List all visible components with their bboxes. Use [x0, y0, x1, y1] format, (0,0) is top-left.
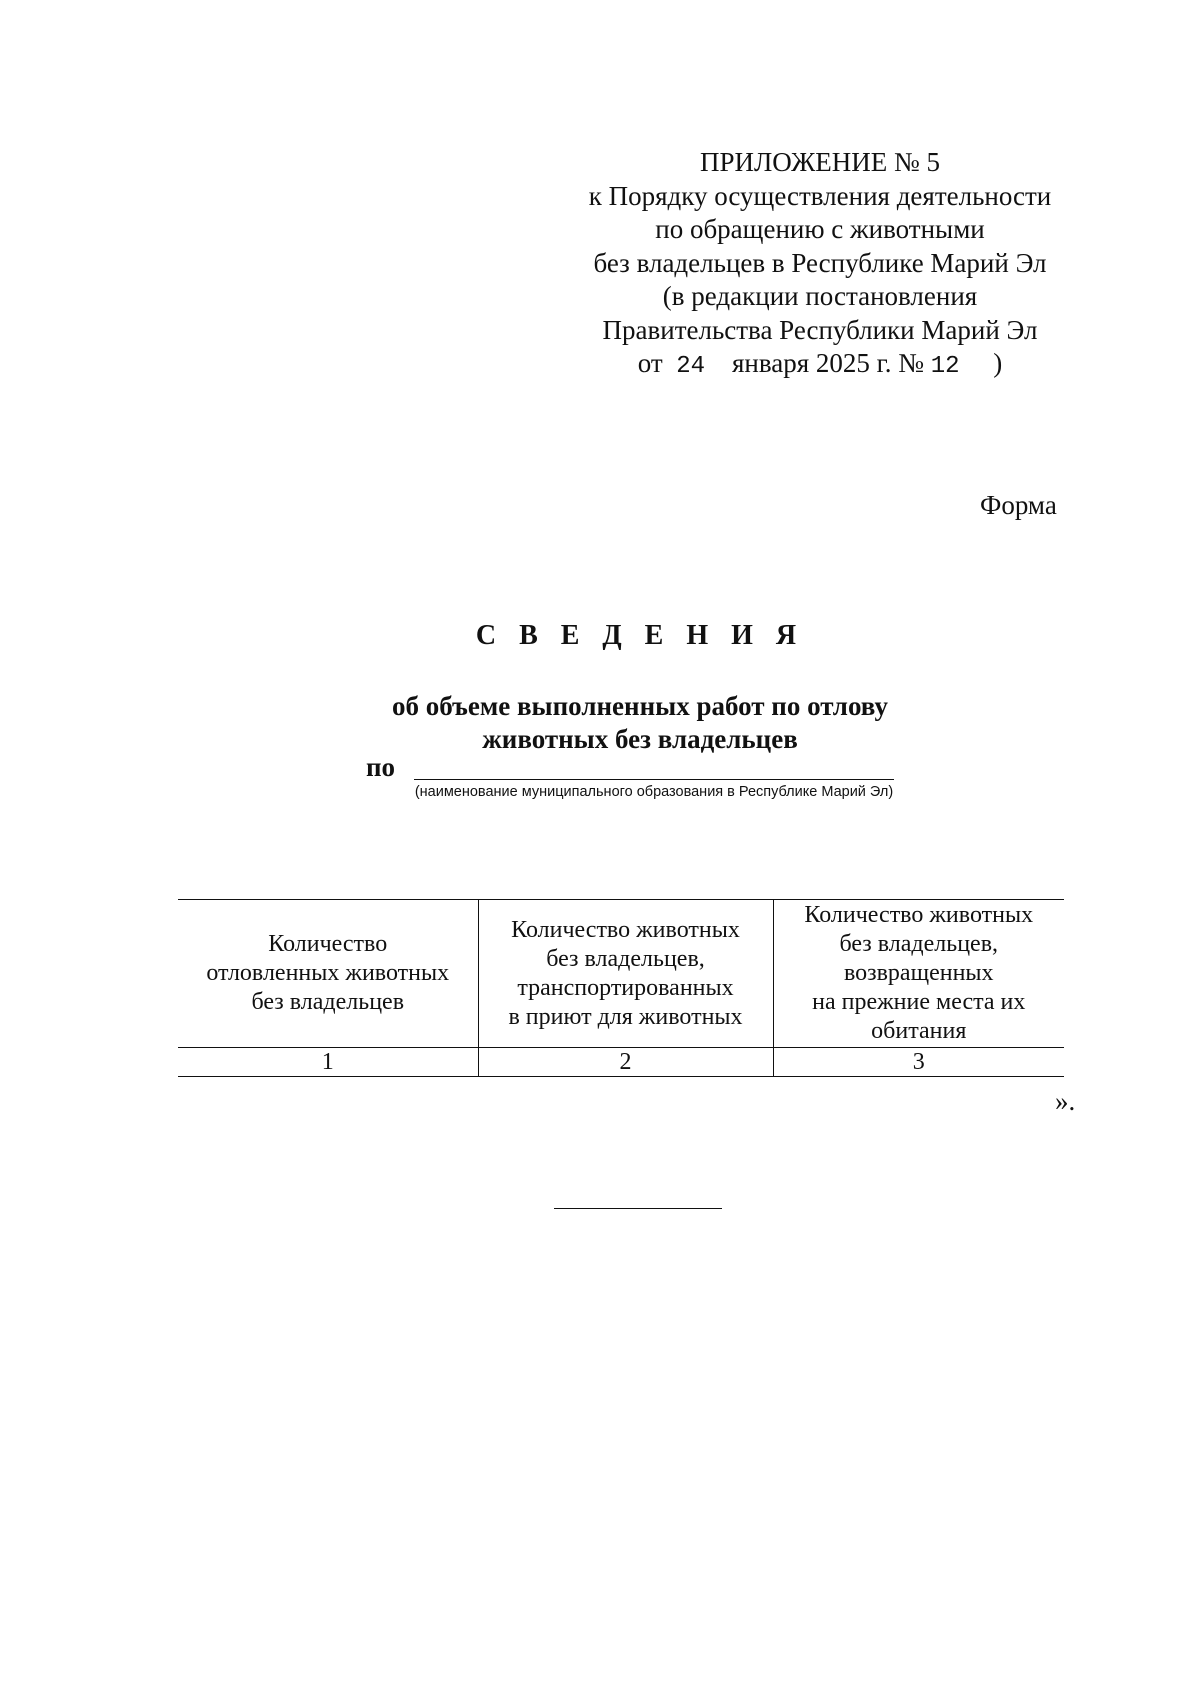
header-captured-animals: Количество отловленных животных без владельцев [178, 900, 478, 1048]
date-month-year: января 2025 г. № [732, 348, 924, 378]
subtitle-line: об объеме выполненных работ по отлову [392, 691, 888, 721]
closing-quote-mark: ». [1055, 1086, 1076, 1116]
appendix-line: без владельцев в Республике Марий Эл [593, 247, 1047, 278]
resolution-number: 12 [930, 353, 960, 380]
document-subtitle [290, 690, 990, 756]
column-number: 1 [178, 1048, 478, 1077]
header-returned-animals: Количество животных без владельцев, возвращенных на прежние места их обитания [773, 900, 1064, 1048]
appendix-title: ПРИЛОЖЕНИЕ № 5 [699, 147, 941, 177]
appendix-line: к Порядку осуществления деятельности [588, 180, 1052, 211]
form-label: Форма [980, 490, 1057, 520]
table-header-row [178, 900, 1064, 1048]
po-label: по [366, 752, 396, 782]
end-rule-divider [554, 1208, 722, 1209]
subtitle-line: животных без владельцев [482, 724, 798, 754]
municipality-caption: (наименование муниципального образования в Республике Марий Эл) [414, 784, 894, 800]
appendix-line: (в редакции постановления [662, 281, 978, 311]
column-number: 2 [478, 1048, 773, 1077]
appendix-header [560, 146, 1080, 384]
table-number-row [178, 1048, 1064, 1077]
municipality-fill-line[interactable] [414, 779, 894, 780]
date-suffix: ) [993, 348, 1003, 378]
header-transported-animals: Количество животных без владельцев, транспортированных в приют для животных [478, 900, 773, 1048]
document-title: С В Е Д Е Н И Я [475, 620, 805, 651]
appendix-line: по обращению с животными [655, 214, 985, 244]
column-number: 3 [773, 1048, 1064, 1077]
date-day: 24 [676, 353, 705, 380]
appendix-line: Правительства Республики Марий Эл [602, 314, 1038, 345]
data-table [178, 899, 1064, 1077]
appendix-date-line [560, 347, 1080, 384]
date-prefix: от [637, 348, 663, 378]
